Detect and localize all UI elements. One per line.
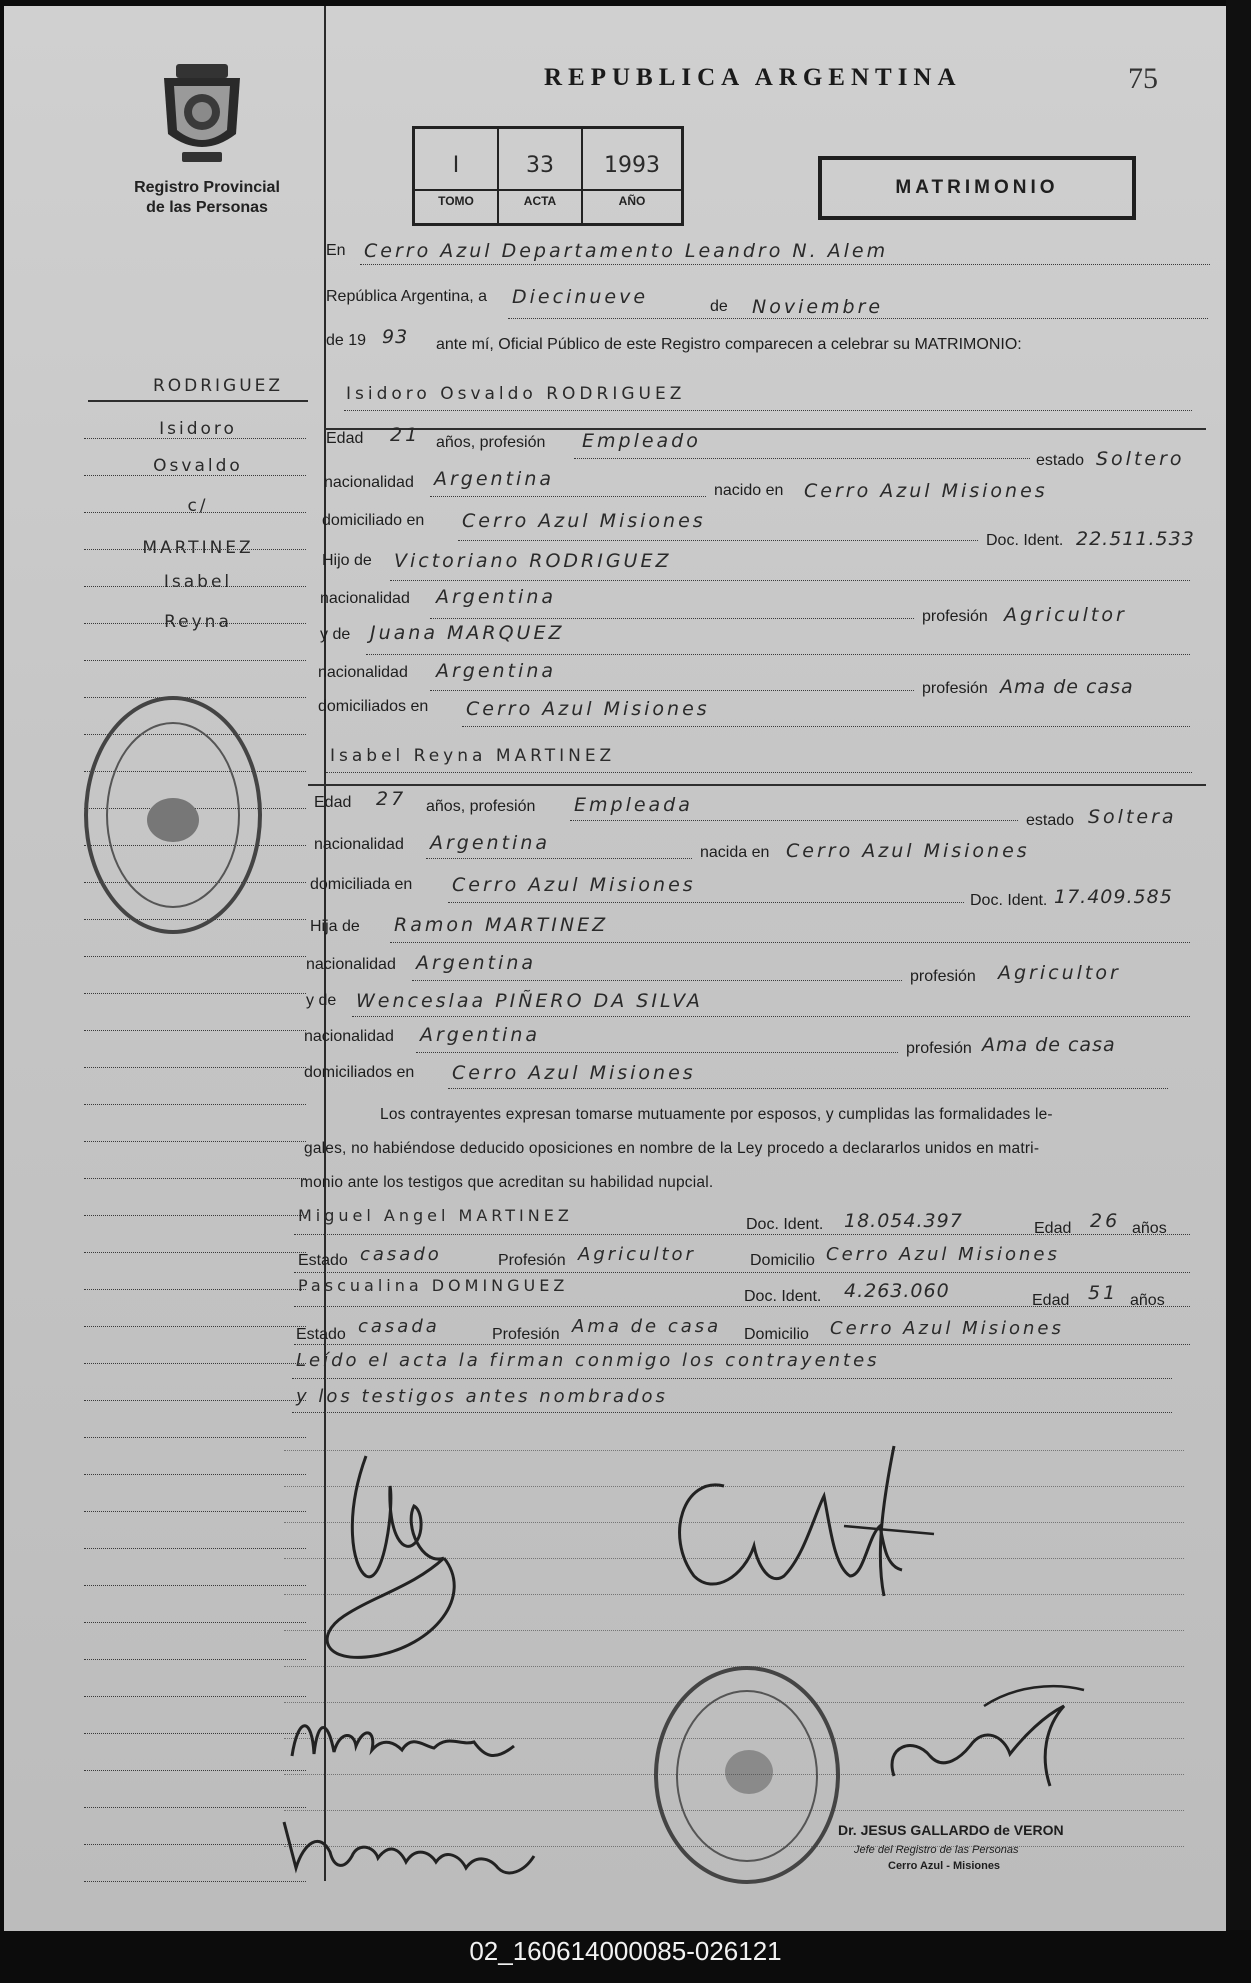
tomo-value: I: [452, 153, 460, 178]
bride-edad: 27: [376, 788, 407, 810]
margin-rule-line: [84, 1178, 306, 1179]
groom-edad: 21: [390, 424, 421, 446]
official-seal-stamp-bottom: [654, 1666, 840, 1884]
witness2-profesion: Ama de casa: [572, 1316, 722, 1337]
margin-line-2: Osvaldo: [153, 456, 243, 476]
bride-row6-line: [352, 1016, 1190, 1017]
witness2-edad-label: Edad: [1032, 1292, 1070, 1309]
acta-value: 33: [526, 153, 554, 178]
margin-line-4: MARTINEZ: [142, 538, 254, 558]
witness2-estado-label: Estado: [296, 1326, 346, 1343]
margin-rule-line: [84, 1067, 306, 1068]
coat-of-arms-logo: [154, 56, 250, 168]
witness2-domicilio: Cerro Azul Misiones: [830, 1318, 1064, 1339]
bride-madre-prof-label: profesión: [906, 1040, 972, 1057]
margin-rule-line: [84, 1659, 306, 1660]
closing-line-1-rule: [292, 1378, 1172, 1379]
margin-rule-line: [84, 956, 306, 957]
witness1-doc: 18.054.397: [844, 1210, 963, 1232]
witness1-domicilio: Cerro Azul Misiones: [826, 1244, 1060, 1265]
margin-rule-line: [84, 1104, 306, 1105]
bride-madre-prof: Ama de casa: [982, 1034, 1116, 1056]
margin-rule-line: [84, 1548, 306, 1549]
groom-row8-line: [462, 726, 1190, 727]
groom-madre-nac: Argentina: [436, 660, 557, 682]
groom-name-line: [344, 410, 1192, 411]
bride-estado-label: estado: [1026, 812, 1075, 829]
groom-full-name: Isidoro Osvaldo RODRIGUEZ: [346, 384, 686, 404]
bride-estado: Soltera: [1088, 806, 1177, 828]
bride-profesion: Empleada: [574, 794, 693, 816]
bride-padre-nac-label: nacionalidad: [306, 956, 396, 973]
margin-rule-line: [84, 1807, 306, 1808]
anio-value: 1993: [604, 153, 660, 178]
margin-surname: RODRIGUEZ: [152, 376, 284, 396]
margin-line-6: Reyna: [164, 612, 232, 632]
page-number: 75: [1128, 62, 1158, 95]
groom-padre-nac: Argentina: [436, 586, 557, 608]
bride-row8-line: [448, 1088, 1168, 1089]
margin-rule-line: [84, 623, 306, 624]
margin-rule-line: [84, 697, 306, 698]
page-title: REPUBLICA ARGENTINA: [544, 64, 962, 91]
witness2-signature: [274, 1812, 544, 1892]
witness1-row1-line: [294, 1234, 1190, 1235]
registry-name: Registro Provincial de las Personas: [134, 179, 280, 216]
bride-padre-prof-label: profesión: [910, 968, 976, 985]
bride-padre-prof: Agricultor: [998, 962, 1121, 984]
margin-rule-line: [84, 1474, 306, 1475]
groom-madre: Juana MARQUEZ: [370, 622, 565, 644]
margin-rule-line: [84, 660, 306, 661]
witness2-row2-line: [294, 1344, 1190, 1345]
declaration-line-3: monio ante los testigos que acreditan su habilidad nupcial.: [300, 1174, 714, 1191]
bride-row1-line: [570, 820, 1018, 821]
witness1-profesion: Agricultor: [578, 1244, 696, 1265]
bride-row7-line: [416, 1052, 898, 1053]
bride-madre-label: y de: [306, 992, 337, 1009]
month-value: Noviembre: [752, 296, 884, 318]
margin-rule-line: [84, 1585, 306, 1586]
witness1-edad: 26: [1090, 1210, 1121, 1232]
margin-rule-line: [84, 1622, 306, 1623]
bride-row4-line: [390, 942, 1190, 943]
bride-padres-dom-label: domiciliados en: [304, 1064, 415, 1081]
groom-madre-label: y de: [320, 626, 351, 643]
bride-profesion-label: años, profesión: [426, 798, 536, 815]
anio-label: AÑO: [583, 189, 681, 208]
day-value: Diecinueve: [512, 286, 649, 308]
groom-madre-prof-label: profesión: [922, 680, 988, 697]
acta-cell: [499, 129, 583, 223]
document-type-box: [818, 156, 1136, 220]
groom-domicilio: Cerro Azul Misiones: [462, 510, 706, 532]
document-page: [4, 6, 1226, 1931]
witness2-edad: 51: [1088, 1282, 1119, 1304]
en-label: En: [326, 242, 346, 259]
official-place: Cerro Azul - Misiones: [888, 1860, 1001, 1872]
groom-nacionalidad: Argentina: [434, 468, 555, 490]
tomo-cell: [415, 129, 499, 223]
groom-padre: Victoriano RODRIGUEZ: [394, 550, 672, 572]
groom-profesion-label: años, profesión: [436, 434, 546, 451]
groom-padres-dom: Cerro Azul Misiones: [466, 698, 710, 720]
groom-nacido-label: nacido en: [714, 482, 784, 499]
margin-line-1: Isidoro: [159, 419, 237, 439]
groom-nac-label: nacionalidad: [324, 474, 414, 491]
closing-line-2-rule: [292, 1412, 1172, 1413]
bride-madre-nac-label: nacionalidad: [304, 1028, 394, 1045]
witness2-doc-label: Doc. Ident.: [744, 1288, 822, 1305]
margin-rule-line: [84, 1696, 306, 1697]
margin-rule-line: [84, 1437, 306, 1438]
bride-padre-nac: Argentina: [416, 952, 537, 974]
groom-doc: 22.511.533: [1076, 528, 1195, 550]
bride-dom-label: domiciliada en: [310, 876, 413, 893]
groom-row3-line: [458, 540, 978, 541]
groom-estado: Soltero: [1096, 448, 1185, 470]
bride-row5-line: [412, 980, 902, 981]
official-name: Dr. JESUS GALLARDO de VERON: [838, 1822, 1064, 1838]
margin-rule-line: [84, 1141, 306, 1142]
witness1-anos-label: años: [1132, 1220, 1167, 1237]
margin-rule-line: [84, 586, 306, 587]
margin-rule-line: [84, 512, 306, 513]
declaration-line-2: gales, no habiéndose deducido oposiciones en nombre de la Ley procedo a declararlos unidos en matri-: [304, 1140, 1040, 1157]
groom-dom-label: domiciliado en: [322, 512, 425, 529]
bride-padre: Ramon MARTINEZ: [394, 914, 609, 936]
witness2-anos-label: años: [1130, 1292, 1165, 1309]
year-suffix-value: 93: [382, 326, 409, 348]
year-prefix-label: de 19: [326, 332, 367, 349]
date-line: [508, 318, 1208, 319]
groom-section-rule: [324, 428, 1206, 430]
witness1-domicilio-label: Domicilio: [750, 1252, 815, 1269]
groom-signature: [304, 1446, 514, 1686]
bride-nac-label: nacionalidad: [314, 836, 404, 853]
bride-madre: Wenceslaa PIÑERO DA SILVA: [356, 990, 703, 1012]
groom-profesion: Empleado: [582, 430, 701, 452]
closing-line-1: Leído el acta la firman conmigo los contrayentes: [296, 1350, 880, 1371]
bride-domicilio: Cerro Azul Misiones: [452, 874, 696, 896]
groom-row5-line: [430, 618, 914, 619]
margin-rule-line: [84, 475, 306, 476]
bride-section-rule: [308, 784, 1206, 786]
document-type-label: MATRIMONIO: [895, 177, 1059, 198]
witness1-estado-label: Estado: [298, 1252, 348, 1269]
margin-rule-line: [84, 1030, 306, 1031]
witness1-edad-label: Edad: [1034, 1220, 1072, 1237]
margin-rule-line: [84, 1770, 306, 1771]
margin-rule-line: [84, 1733, 306, 1734]
groom-edad-label: Edad: [326, 430, 364, 447]
witness1-signature: [284, 1706, 524, 1776]
witness2-domicilio-label: Domicilio: [744, 1326, 809, 1343]
groom-padre-nac-label: nacionalidad: [320, 590, 410, 607]
closing-line-2: y los testigos antes nombrados: [296, 1386, 668, 1407]
witness1-estado: casado: [360, 1244, 442, 1265]
margin-rule-line: [84, 438, 306, 439]
groom-row4-line: [390, 580, 1190, 581]
bride-padre-label: Hija de: [310, 918, 360, 935]
witness1-profesion-label: Profesión: [498, 1252, 566, 1269]
intro-statement: ante mí, Oficial Público de este Registro comparecen a celebrar su MATRIMONIO:: [436, 336, 1022, 353]
witness1-name: Miguel Angel MARTINEZ: [298, 1206, 573, 1225]
acta-label: ACTA: [499, 189, 581, 208]
bride-row3-line: [448, 902, 964, 903]
anio-cell: [583, 129, 681, 223]
witness2-estado: casada: [358, 1316, 440, 1337]
tomo-label: TOMO: [415, 189, 497, 208]
witness2-doc: 4.263.060: [844, 1280, 950, 1302]
groom-row1-line: [574, 458, 1030, 459]
groom-row6-line: [366, 654, 1190, 655]
margin-rule-line: [84, 549, 306, 550]
witness1-doc-label: Doc. Ident.: [746, 1216, 824, 1233]
bride-edad-label: Edad: [314, 794, 352, 811]
groom-padres-dom-label: domiciliados en: [318, 698, 429, 715]
republica-label: República Argentina, a: [326, 288, 487, 305]
place-value: Cerro Azul Departamento Leandro N. Alem: [364, 240, 889, 262]
de-label: de: [710, 298, 728, 315]
groom-nacido-en: Cerro Azul Misiones: [804, 480, 1048, 502]
margin-rule-line: [84, 1844, 306, 1845]
bride-padres-dom: Cerro Azul Misiones: [452, 1062, 696, 1084]
groom-padre-prof-label: profesión: [922, 608, 988, 625]
witness2-name: Pascualina DOMINGUEZ: [298, 1276, 569, 1295]
groom-estado-label: estado: [1036, 452, 1085, 469]
margin-rule-line: [84, 1511, 306, 1512]
margin-rule-line: [84, 1326, 306, 1327]
margin-rule-line: [84, 1252, 306, 1253]
declaration-line-1: Los contrayentes expresan tomarse mutuamente por esposos, y cumplidas las formalidades le-: [380, 1106, 1053, 1123]
bride-row2-line: [426, 858, 692, 859]
scan-reference-code: 02_160614000085-026121: [469, 1936, 782, 1966]
margin-rule-line: [84, 1363, 306, 1364]
official-title: Jefe del Registro de las Personas: [854, 1844, 1019, 1856]
groom-row2-line: [430, 496, 706, 497]
official-signature: [874, 1676, 1124, 1806]
bride-nacida-label: nacida en: [700, 844, 770, 861]
witness1-row2-line: [294, 1272, 1190, 1273]
scan-edge: [1226, 0, 1251, 1930]
groom-madre-prof: Ama de casa: [1000, 676, 1134, 698]
margin-rule-line: [84, 1881, 306, 1882]
groom-padre-label: Hijo de: [322, 552, 372, 569]
bride-name-line: [326, 772, 1192, 773]
bride-doc: 17.409.585: [1054, 886, 1173, 908]
margin-line-3: c/: [187, 496, 209, 516]
margin-rule-line: [84, 993, 306, 994]
witness2-profesion-label: Profesión: [492, 1326, 560, 1343]
bride-nacionalidad: Argentina: [430, 832, 551, 854]
bride-full-name: Isabel Reyna MARTINEZ: [330, 746, 616, 766]
bride-signature: [654, 1426, 954, 1606]
margin-rule-line: [84, 1289, 306, 1290]
groom-doc-label: Doc. Ident.: [986, 532, 1064, 549]
place-line: [360, 264, 1210, 265]
groom-row7-line: [430, 690, 914, 691]
bride-doc-label: Doc. Ident.: [970, 892, 1048, 909]
official-seal-stamp: [84, 696, 262, 934]
groom-padre-prof: Agricultor: [1004, 604, 1127, 626]
groom-madre-nac-label: nacionalidad: [318, 664, 408, 681]
margin-line-5: Isabel: [163, 572, 233, 592]
margin-underline: [88, 400, 308, 402]
bride-nacida-en: Cerro Azul Misiones: [786, 840, 1030, 862]
bride-madre-nac: Argentina: [420, 1024, 541, 1046]
margin-rule-line: [84, 1400, 306, 1401]
witness2-row1-line: [294, 1306, 1190, 1307]
record-box: [412, 126, 684, 226]
margin-rule-line: [84, 1215, 306, 1216]
signature-rule-line: [284, 1810, 1184, 1811]
